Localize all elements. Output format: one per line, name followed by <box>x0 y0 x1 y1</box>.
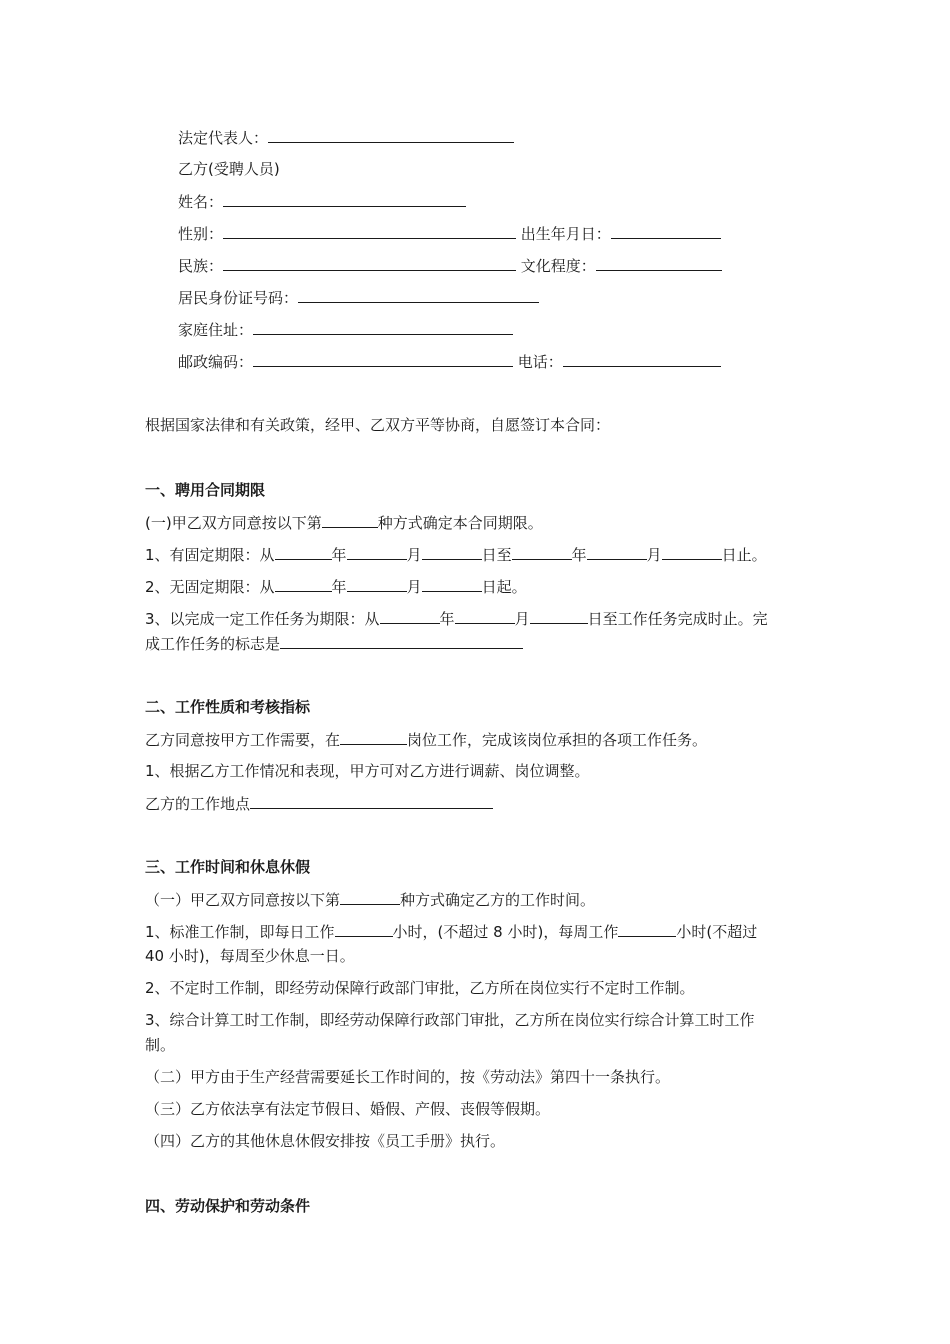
section3-p2-line2: 40 小时)，每周至少休息一日。 <box>145 947 355 965</box>
open-start-year[interactable] <box>275 575 332 592</box>
gender-row <box>178 222 721 244</box>
work-location-field[interactable] <box>250 792 493 809</box>
education-field[interactable] <box>596 254 722 271</box>
legal-rep-field[interactable] <box>268 126 514 143</box>
work-time-method-field[interactable] <box>340 888 400 905</box>
open-start-day[interactable] <box>422 575 482 592</box>
section3-p6: （三）乙方依法享有法定节假日、婚假、产假、丧假等假期。 <box>145 1100 551 1118</box>
gender-label: 性别： <box>178 225 224 243</box>
education-label: 文化程度： <box>520 257 596 275</box>
address-field[interactable] <box>253 318 513 335</box>
section2-p2: 1、根据乙方工作情况和表现，甲方可对乙方进行调薪、岗位调整。 <box>145 762 590 780</box>
id-row <box>178 286 539 308</box>
section2-p3: 乙方的工作地点 <box>145 792 493 814</box>
section3-p7: （四）乙方的其他休息休假安排按《员工手册》执行。 <box>145 1132 506 1150</box>
section4-title: 四、劳动保护和劳动条件 <box>145 1197 311 1215</box>
ethnicity-field[interactable] <box>223 254 516 271</box>
task-start-month[interactable] <box>455 607 515 624</box>
task-start-year[interactable] <box>380 607 440 624</box>
party-b-heading: 乙方(受聘人员) <box>178 160 280 178</box>
term-method-field[interactable] <box>322 511 378 528</box>
name-field[interactable] <box>223 190 466 207</box>
postcode-row <box>178 350 721 372</box>
section1-title: 一、聘用合同期限 <box>145 481 266 499</box>
address-label: 家庭住址： <box>178 321 254 339</box>
fixed-end-month[interactable] <box>587 543 647 560</box>
section1-item3-line2: 成工作任务的标志是 <box>145 632 523 654</box>
id-label: 居民身份证号码： <box>178 289 299 307</box>
weekly-hours-field[interactable] <box>618 920 676 937</box>
section3-p3: 2、不定时工作制，即经劳动保障行政部门审批，乙方所在岗位实行不定时工作制。 <box>145 979 695 997</box>
section3-p2: 1、标准工作制，即每日工作 小时，(不超过 8 小时)，每周工作 小时(不超过 <box>145 920 757 942</box>
section1-item3: 3、以完成一定工作任务为期限：从 年 月 日至工作任务完成时止。完 <box>145 607 768 629</box>
fixed-start-year[interactable] <box>275 543 332 560</box>
phone-field[interactable] <box>563 350 721 367</box>
section3-p4: 3、综合计算工时工作制，即经劳动保障行政部门审批，乙方所在岗位实行综合计算工时工作 <box>145 1011 755 1029</box>
birth-label: 出生年月日： <box>520 225 611 243</box>
daily-hours-field[interactable] <box>335 920 393 937</box>
postcode-label: 邮政编码： <box>178 353 254 371</box>
intro-paragraph: 根据国家法律和有关政策，经甲、乙双方平等协商，自愿签订本合同： <box>145 416 611 434</box>
section2-title: 二、工作性质和考核指标 <box>145 698 311 716</box>
name-row <box>178 190 466 212</box>
section1-p1: (一)甲乙双方同意按以下第 种方式确定本合同期限。 <box>145 511 543 533</box>
section3-title: 三、工作时间和休息休假 <box>145 858 311 876</box>
task-completion-field[interactable] <box>280 632 523 649</box>
fixed-start-day[interactable] <box>422 543 482 560</box>
section1-item2: 2、无固定期限：从 年 月 日起。 <box>145 575 527 597</box>
ethnicity-label: 民族： <box>178 257 224 275</box>
open-start-month[interactable] <box>347 575 407 592</box>
legal-rep-label: 法定代表人： <box>178 129 269 147</box>
section3-p4-line2: 制。 <box>145 1036 176 1054</box>
ethnicity-row <box>178 254 722 276</box>
legal-rep-row <box>178 126 514 148</box>
gender-field[interactable] <box>223 222 516 239</box>
section3-p5: （二）甲方由于生产经营需要延长工作时间的，按《劳动法》第四十一条执行。 <box>145 1068 671 1086</box>
postcode-field[interactable] <box>253 350 513 367</box>
birth-field[interactable] <box>611 222 721 239</box>
phone-label: 电话： <box>517 353 563 371</box>
fixed-start-month[interactable] <box>347 543 407 560</box>
name-label: 姓名： <box>178 193 224 211</box>
fixed-end-day[interactable] <box>662 543 722 560</box>
id-field[interactable] <box>298 286 539 303</box>
section2-p1: 乙方同意按甲方工作需要，在 岗位工作，完成该岗位承担的各项工作任务。 <box>145 728 707 750</box>
fixed-end-year[interactable] <box>512 543 572 560</box>
section1-item1: 1、有固定期限：从 年 月 日至 年 月 日止。 <box>145 543 767 565</box>
position-field[interactable] <box>340 728 407 745</box>
task-start-day[interactable] <box>530 607 588 624</box>
address-row <box>178 318 513 340</box>
section3-p1: （一）甲乙双方同意按以下第 种方式确定乙方的工作时间。 <box>145 888 595 910</box>
